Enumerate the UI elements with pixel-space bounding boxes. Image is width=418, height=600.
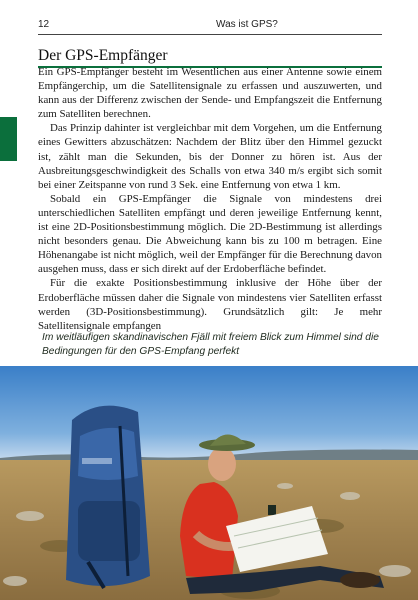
page-number: 12 — [38, 19, 50, 30]
photo-caption: Im weitläufigen skandinavischen Fjäll mit freiem Blick zum Himmel sind die Bedingungen für den GPS-Empfang perfekt — [42, 332, 379, 357]
running-title: Was ist GPS? — [216, 19, 278, 30]
hiker-illustration — [0, 366, 418, 600]
backpack — [66, 406, 150, 588]
page-header — [38, 19, 382, 33]
paragraph-2: Das Prinzip dahinter ist vergleichbar mit dem Vorgehen, um die Entfernung eines Gewitters abzuschätzen: Nachdem der Blitz über den Himmel gezuckt ist, zählt man die Sekunden, bis der Donner zu hören ist. Aus der Ausbreitungsgeschwindigkeit des Schalls von etwa 340 m/s ergibt sich somit bei einer Zeitspanne von rund 3 Sek. eine Entfernung von etwa 1 km. — [38, 122, 382, 191]
body-text — [38, 65, 382, 333]
paragraph-1: Ein GPS-Empfänger besteht im Wesentlichen aus einer Antenne sowie einem Empfängerchip, um die Satellitensignale zu erfassen und auszuwerten, und kann aus der Differenz zwischen der Sende- und Empfangszeit die Entfernung zum Satelliten berechnen. — [38, 66, 382, 121]
fjell-photo — [0, 366, 418, 600]
section-title: Der GPS-Empfänger — [38, 47, 168, 64]
paragraph-4: Für die exakte Positionsbestimmung inklusive der Höhe über der Erdoberfläche müssen daher die Signale von mindestens vier Satelliten erfasst werden (3D-Positionsbestimmung). Grundsätzlich gilt: Je mehr Satellitensignale empfangen — [38, 277, 382, 332]
paragraph-3: Sobald ein GPS-Empfänger die Signale von mindestens drei unterschiedlichen Satelliten empfängt und deren jeweilige Entfernung kennt, ist eine 2D-Positionsbestimmung möglich. Die 2D-Bestimmung ist allerdings nicht besonders genau. Die Abweichung kann bis zu 100 m betragen. Eine Höhenangabe ist nicht möglich, weil der Empfänger für die Berechnung davon ausgehen muss, dass er sich direkt auf der Erdoberfläche befindet. — [38, 192, 382, 276]
header-rule — [38, 34, 382, 35]
chapter-tab-marker — [0, 117, 17, 161]
